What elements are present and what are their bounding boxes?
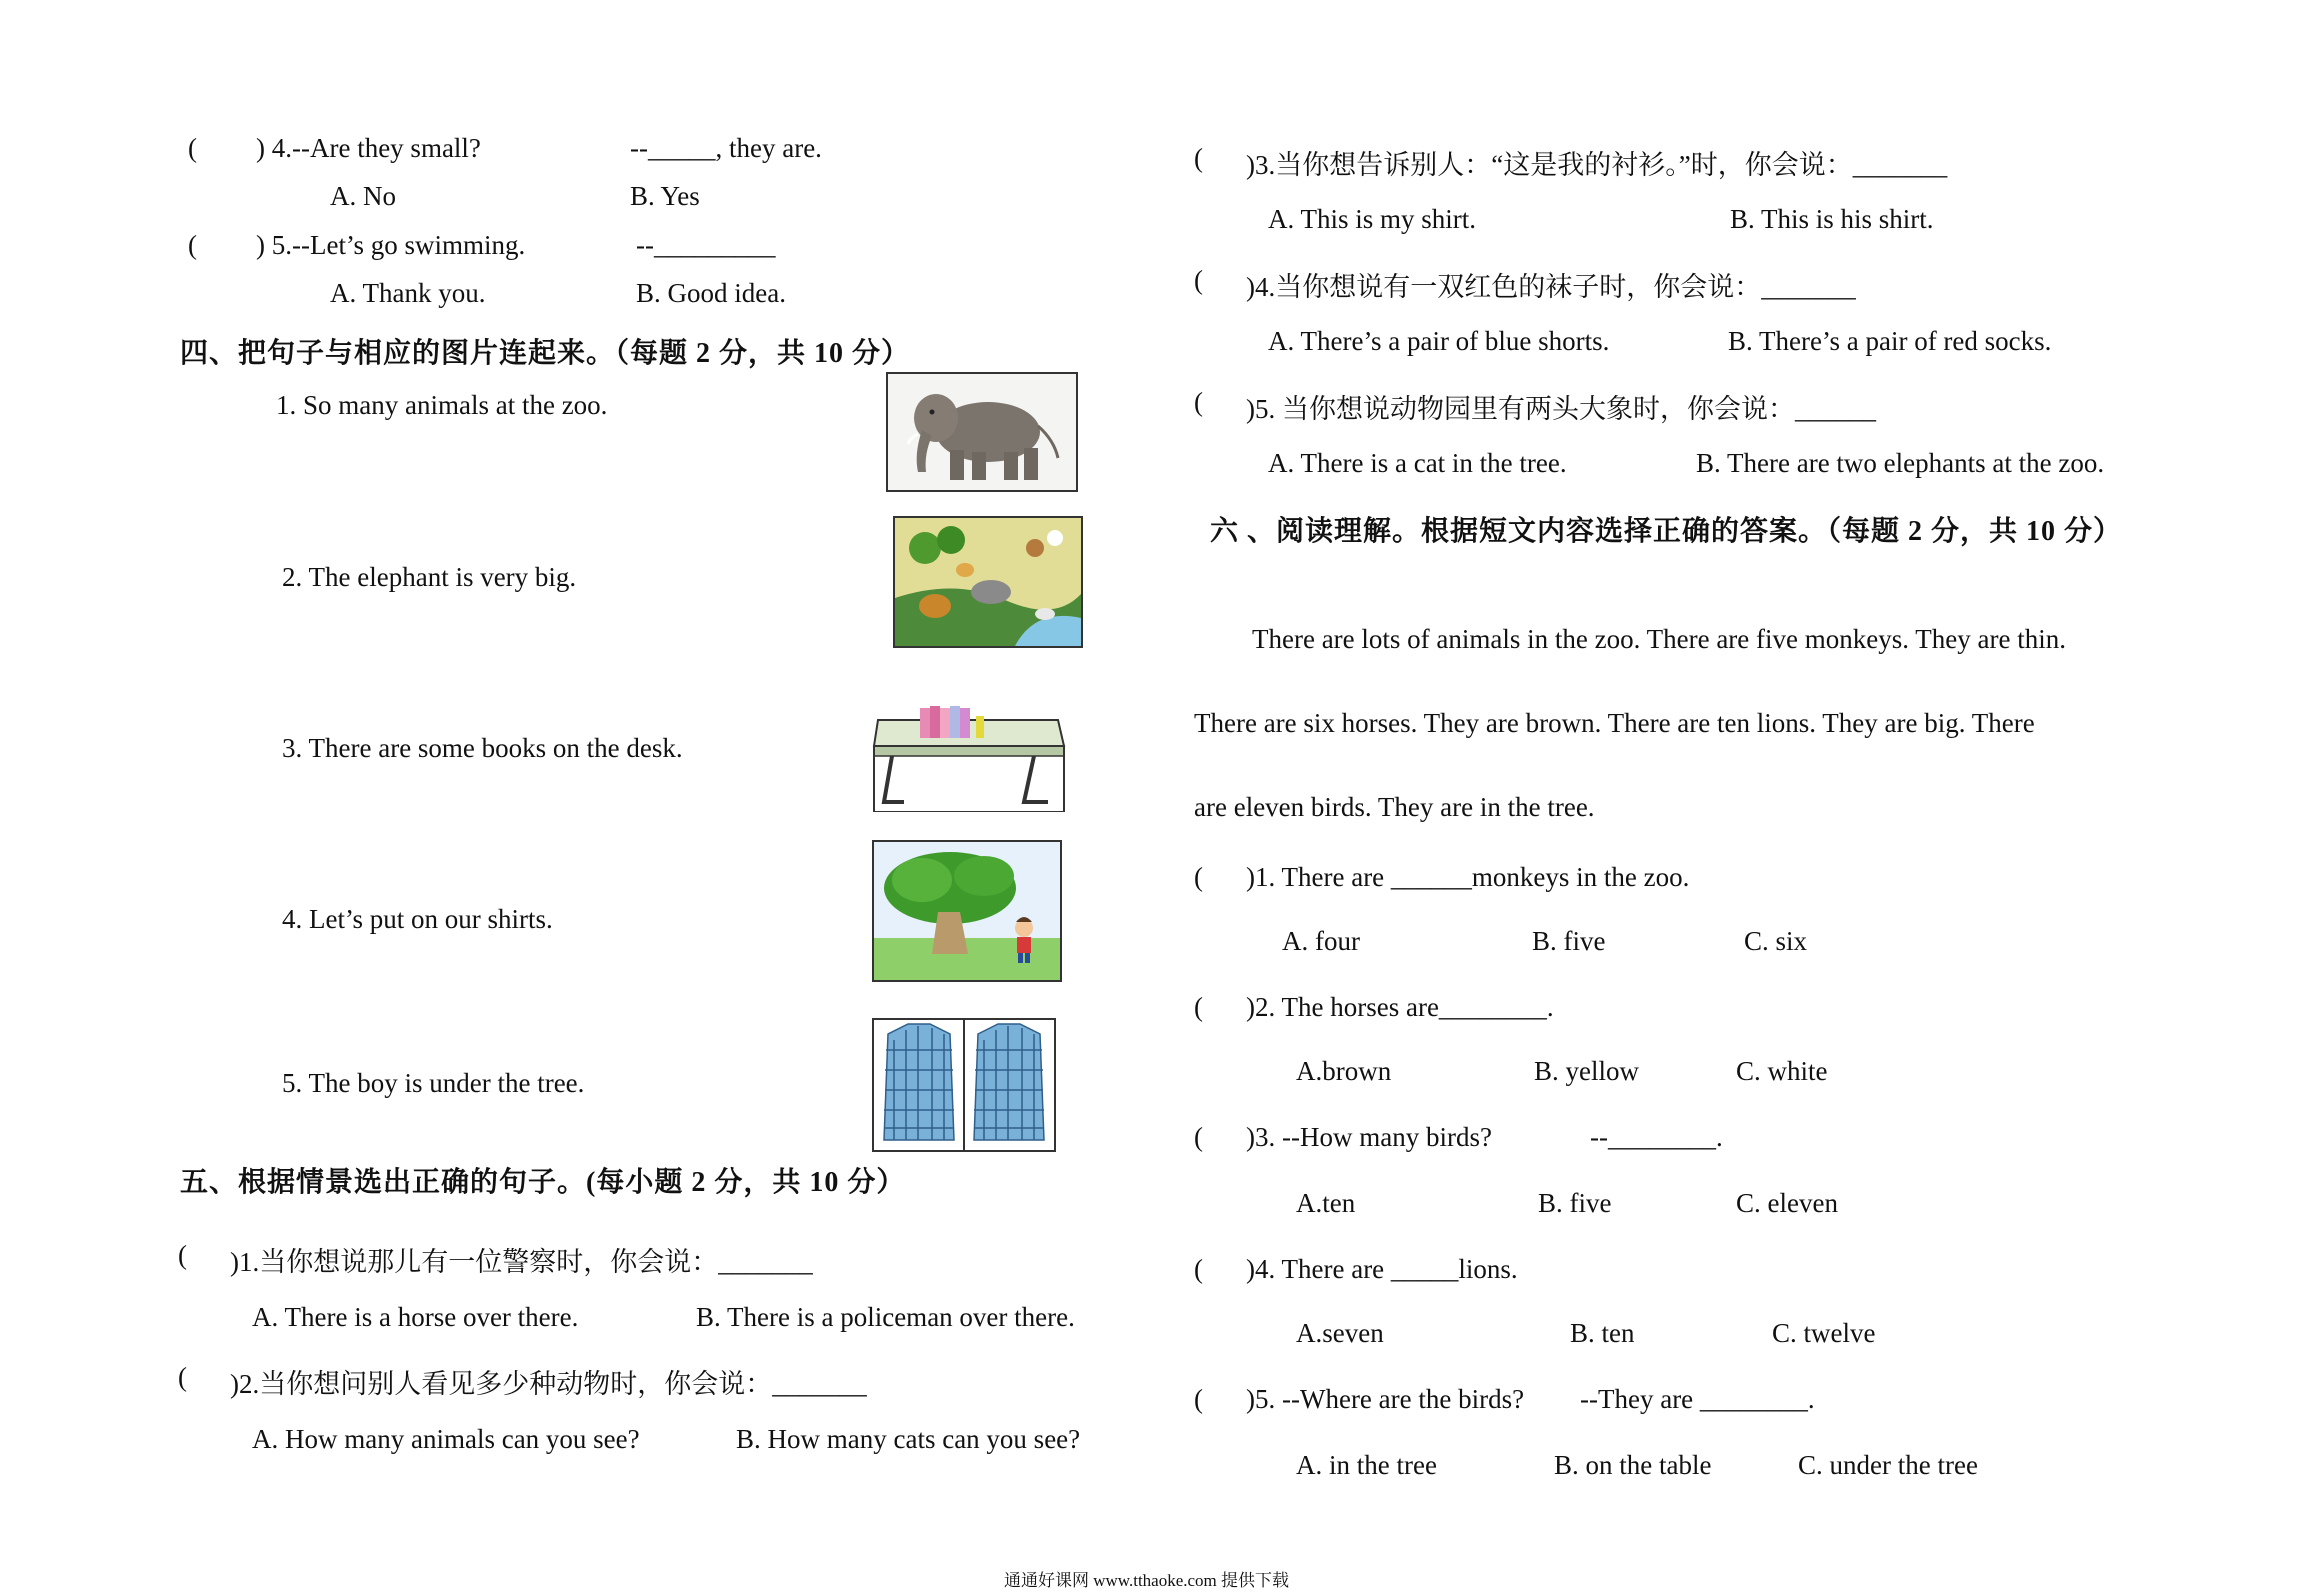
reading-q4-option-c: C. twelve — [1772, 1318, 1876, 1348]
reading-q5-answer: --They are ________. — [1580, 1384, 1815, 1414]
passage-line-3: are eleven birds. They are in the tree. — [1194, 792, 1595, 822]
boy-under-tree-picture — [872, 840, 1062, 982]
paren-s5-q1: ( — [178, 1240, 187, 1270]
section5-q2-option-b: B. How many cats can you see? — [736, 1424, 1081, 1454]
reading-q3-option-a: A.ten — [1296, 1188, 1356, 1218]
shirts-picture — [872, 1018, 1056, 1152]
section4-title: 四、把句子与相应的图片连起来。（每题 2 分，共 10 分） — [180, 338, 911, 369]
question-l4-text: ) 4.--Are they small? — [256, 133, 481, 163]
match-sentence-5: 5. The boy is under the tree. — [282, 1068, 585, 1098]
reading-q5-option-b: B. on the table — [1554, 1450, 1712, 1480]
reading-q2-option-b: B. yellow — [1534, 1056, 1639, 1086]
section5-title: 五、根据情景选出正确的句子。(每小题 2 分，共 10 分） — [180, 1167, 906, 1198]
passage-line-2: There are six horses. They are brown. There are ten lions. They are big. There — [1194, 708, 2035, 738]
match-sentence-4: 4. Let’s put on our shirts. — [282, 904, 553, 934]
right-q5-text: )5. 当你想说动物园里有两头大象时，你会说：______ — [1246, 394, 1876, 424]
reading-q1-option-a: A. four — [1282, 926, 1360, 956]
section6-title: 六 、阅读理解。根据短文内容选择正确的答案。（每题 2 分，共 10 分） — [1210, 516, 2123, 547]
paren-l-q4: ( — [188, 133, 197, 163]
paren-l-q5: ( — [188, 230, 197, 260]
footer-credit: 通通好课网 www.tthaoke.com 提供下载 — [1004, 1571, 1290, 1590]
paren-rq5: ( — [1194, 1384, 1203, 1414]
section5-q1-option-a: A. There is a horse over there. — [252, 1302, 579, 1332]
reading-q2-option-c: C. white — [1736, 1056, 1828, 1086]
paren-rq2: ( — [1194, 992, 1203, 1022]
right-q3-option-b: B. This is his shirt. — [1730, 204, 1934, 234]
reading-q1-option-b: B. five — [1532, 926, 1606, 956]
reading-q3-answer: --________. — [1590, 1122, 1723, 1152]
section5-q2-text: )2.当你想问别人看见多少种动物时，你会说：_______ — [230, 1369, 867, 1399]
right-q5-option-a: A. There is a cat in the tree. — [1268, 448, 1567, 478]
passage-line-1: There are lots of animals in the zoo. There are five monkeys. They are thin. — [1252, 624, 2066, 654]
paren-rq3: ( — [1194, 1122, 1203, 1152]
match-sentence-2: 2. The elephant is very big. — [282, 562, 577, 592]
right-q3-option-a: A. This is my shirt. — [1268, 204, 1477, 234]
paren-r-q5: ( — [1194, 387, 1203, 417]
reading-q5-option-c: C. under the tree — [1798, 1450, 1978, 1480]
right-q4-text: )4.当你想说有一双红色的袜子时，你会说：_______ — [1246, 272, 1856, 302]
reading-q3-option-c: C. eleven — [1736, 1188, 1838, 1218]
question-l4-answer: --_____, they are. — [630, 133, 822, 163]
reading-q1-text: )1. There are ______monkeys in the zoo. — [1246, 862, 1690, 892]
question-l5-text: ) 5.--Let’s go swimming. — [256, 230, 526, 260]
paren-rq4: ( — [1194, 1254, 1203, 1284]
section5-q1-option-b: B. There is a policeman over there. — [696, 1302, 1075, 1332]
books-on-desk-picture — [872, 706, 1066, 812]
question-l4-option-b: B. Yes — [630, 181, 700, 211]
right-q3-text: )3.当你想告诉别人：“这是我的衬衫。”时，你会说：_______ — [1246, 150, 1948, 180]
reading-q5-text: )5. --Where are the birds? — [1246, 1384, 1525, 1414]
question-l5-option-a: A. Thank you. — [330, 278, 486, 308]
reading-q3-text: )3. --How many birds? — [1246, 1122, 1492, 1152]
reading-q4-option-a: A.seven — [1296, 1318, 1384, 1348]
right-q4-option-a: A. There’s a pair of blue shorts. — [1268, 326, 1610, 356]
match-sentence-1: 1. So many animals at the zoo. — [276, 390, 608, 420]
paren-rq1: ( — [1194, 862, 1203, 892]
question-l5-option-b: B. Good idea. — [636, 278, 786, 308]
question-l4-option-a: A. No — [330, 181, 396, 211]
paren-r-q3: ( — [1194, 143, 1203, 173]
zoo-animals-picture — [893, 516, 1083, 648]
right-q4-option-b: B. There’s a pair of red socks. — [1728, 326, 2052, 356]
paren-s5-q2: ( — [178, 1362, 187, 1392]
reading-q1-option-c: C. six — [1744, 926, 1808, 956]
section5-q2-option-a: A. How many animals can you see? — [252, 1424, 640, 1454]
reading-q5-option-a: A. in the tree — [1296, 1450, 1437, 1480]
elephant-picture — [886, 372, 1078, 492]
reading-q3-option-b: B. five — [1538, 1188, 1612, 1218]
reading-q4-option-b: B. ten — [1570, 1318, 1635, 1348]
reading-q4-text: )4. There are _____lions. — [1246, 1254, 1518, 1284]
reading-q2-text: )2. The horses are________. — [1246, 992, 1554, 1022]
match-sentence-3: 3. There are some books on the desk. — [282, 733, 683, 763]
section5-q1-text: )1.当你想说那儿有一位警察时，你会说：_______ — [230, 1247, 813, 1277]
reading-q2-option-a: A.brown — [1296, 1056, 1392, 1086]
right-q5-option-b: B. There are two elephants at the zoo. — [1696, 448, 2105, 478]
paren-r-q4: ( — [1194, 265, 1203, 295]
question-l5-answer: --_________ — [636, 230, 776, 260]
